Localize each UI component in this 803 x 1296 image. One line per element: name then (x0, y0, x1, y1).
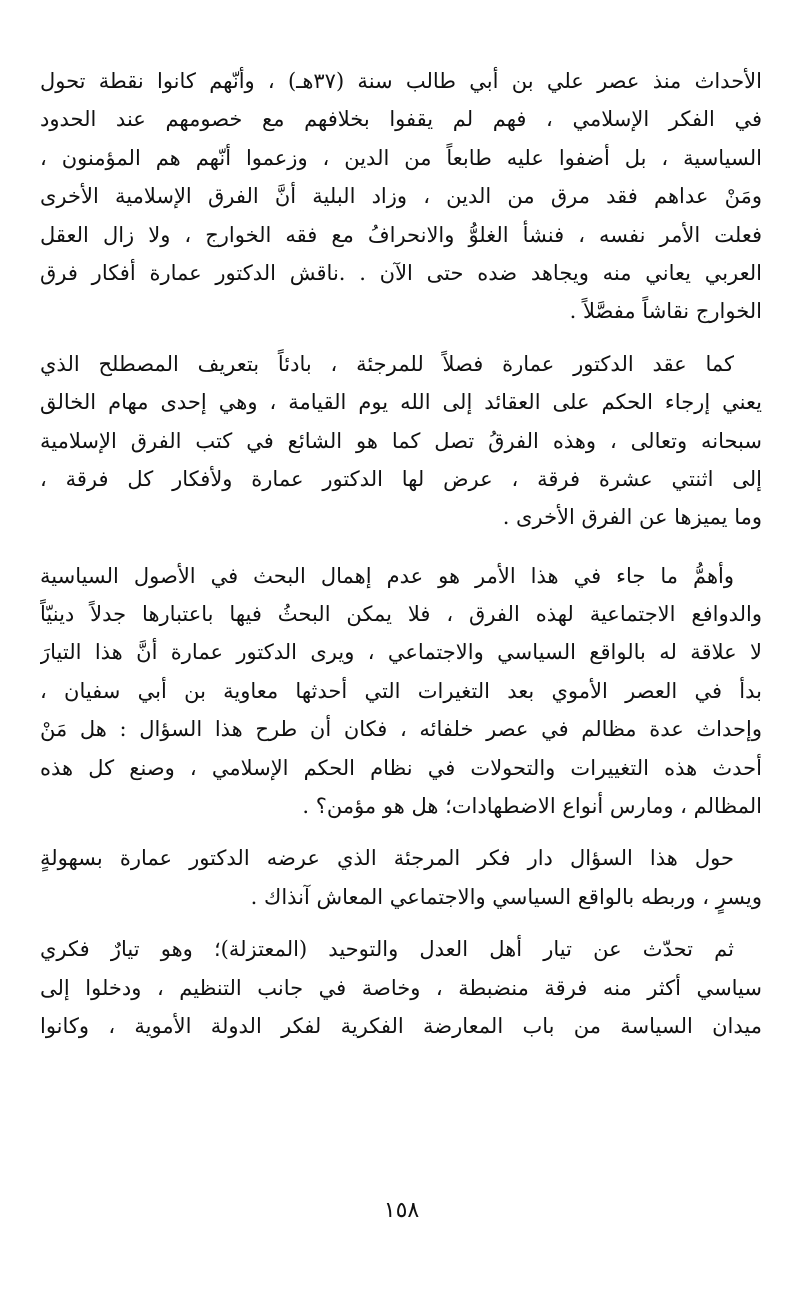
paragraph-line: أحدث هذه التغييرات والتحولات في نظام الحكم الإسلامي ، وصنع كل هذه (40, 755, 762, 780)
paragraph-line: المظالم ، ومارس أنواع الاضطهادات؛ هل هو مؤمن؟ . (302, 794, 762, 819)
paragraph-gap (40, 916, 762, 930)
paragraph-line: كما عقد الدكتور عمارة فصلاً للمرجئة ، بادئاً بتعريف المصطلح الذي (40, 351, 734, 376)
paragraph-line: فعلت الأمر نفسه ، فنشأ الغلوُّ والانحرافُ مع فقه الخوارج ، ولا زال العقل (40, 222, 762, 247)
paragraph-line: بدأ في العصر الأموي بعد التغيرات التي أحدثها معاوية بن أبي سفيان ، (40, 678, 762, 703)
paragraph-line: حول هذا السؤال دار فكر المرجئة الذي عرضه الدكتور عمارة بسهولةٍ (40, 846, 734, 871)
paragraph-line: والدوافع الاجتماعية لهذه الفرق ، فلا يمكن البحثُ فيها باعتبارها جدلاً دينيّاً (40, 602, 762, 627)
paragraph-gap (40, 537, 762, 557)
paragraph-line: سبحانه وتعالى ، وهذه الفرقُ تصل كما هو الشائع في كتب الفرق الإسلامية (40, 428, 762, 453)
paragraph-line: وأهمُّ ما جاء في هذا الأمر هو عدم إهمال البحث في الأصول السياسية (40, 563, 734, 588)
page-number: ١٥٨ (383, 1198, 420, 1223)
paragraph-5 (40, 930, 762, 1045)
page-body (40, 62, 762, 1045)
paragraph-line: الأحداث منذ عصر علي بن أبي طالب سنة (٣٧هـ) ، وأنّهم كانوا نقطة تحول (40, 69, 762, 93)
paragraph-line: ويسرٍ ، وربطه بالواقع السياسي والاجتماعي المعاش آنذاك . (250, 884, 762, 909)
paragraph-line: سياسي أكثر منه فرقة منضبطة ، وخاصة في جانب التنظيم ، ودخلوا إلى (40, 975, 762, 1000)
paragraph-line: وإحداث عدة مظالم في عصر خلفائه ، فكان أن طرح هذا السؤال : هل مَنْ (40, 717, 762, 742)
paragraph-line: السياسية ، بل أضفوا عليه طابعاً من الدين ، وزعموا أنّهم هم المؤمنون ، (40, 145, 762, 170)
paragraph-line: ومَنْ عداهم فقد مرق من الدين ، وزاد البلية أنَّ الفرق الإسلامية الأخرى (40, 184, 762, 209)
paragraph-gap (40, 825, 762, 839)
paragraph-4 (40, 839, 762, 916)
paragraph-1 (40, 62, 762, 331)
paragraph-line: ثم تحدّث عن تيار أهل العدل والتوحيد (المعتزلة)؛ وهو تيارٌ فكري (40, 937, 735, 962)
paragraph-line: العربي يعاني منه ويجاهد ضده حتى الآن . .ناقش الدكتور عمارة أفكار فرق (40, 260, 762, 285)
paragraph-2 (40, 345, 762, 537)
paragraph-line: إلى اثنتي عشرة فرقة ، عرض لها الدكتور عمارة ولأفكار كل فرقة ، (40, 466, 762, 491)
paragraph-line: ميدان السياسة من باب المعارضة الفكرية لفكر الدولة الأموية ، وكانوا (40, 1013, 762, 1038)
paragraph-line: وما يميزها عن الفرق الأخرى . (502, 505, 762, 530)
paragraph-line: الخوارج نقاشاً مفصَّلاً . (569, 299, 762, 324)
paragraph-line: لا علاقة له بالواقع السياسي والاجتماعي ، ويرى الدكتور عمارة أنَّ هذا التيارَ (40, 640, 762, 665)
paragraph-line: يعني إرجاء الحكم على العقائد إلى الله يوم القيامة ، وهي إحدى مهام الخالق (40, 390, 762, 415)
paragraph-3 (40, 557, 762, 826)
paragraph-line: في الفكر الإسلامي ، فهم لم يقفوا بخلافهم مع خصومهم عند الحدود (40, 107, 762, 132)
paragraph-gap (40, 331, 762, 345)
